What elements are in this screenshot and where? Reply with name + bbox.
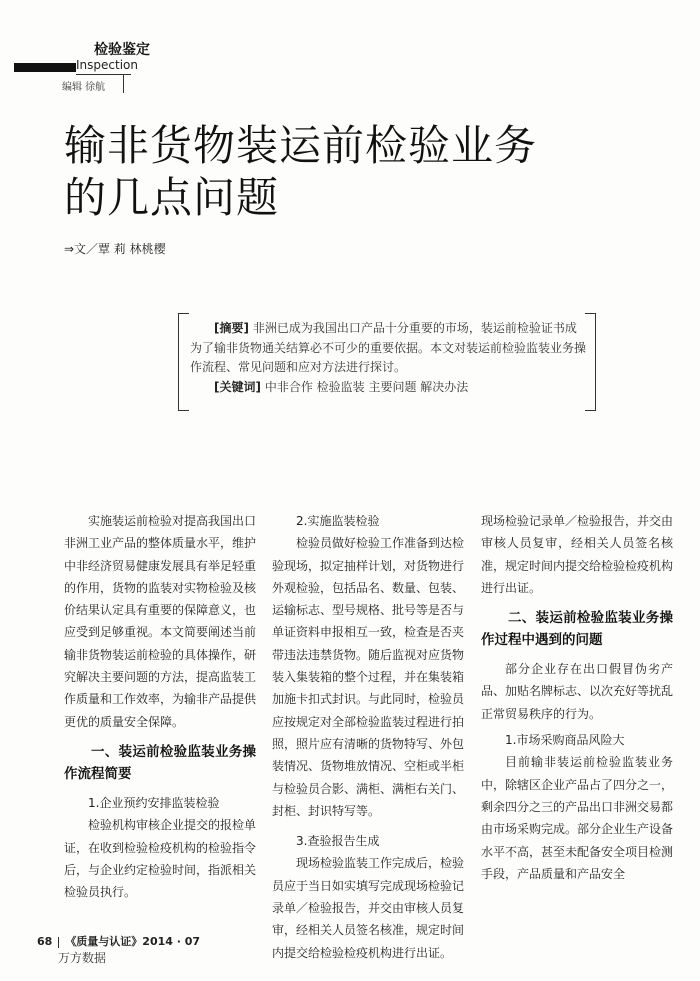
body-paragraph: 检验机构审核企业提交的报检单证，在收到检验检疫机构的检验指令后，与企业约定检验时间，指派相关检验员执行。 [64, 818, 257, 900]
column-2 [272, 510, 465, 960]
page-number: 68 [37, 935, 53, 948]
footer [37, 933, 200, 949]
abstract-paragraph [190, 319, 588, 378]
subheading-4: 1.市场采购商品风险大 [505, 733, 625, 748]
subheading-1: 1.企业预约安排监装检验 [88, 795, 220, 810]
section-label-en: Inspection [76, 58, 138, 72]
column-3 [481, 510, 673, 885]
column-1 [64, 510, 256, 903]
section-heading-2: 二、装运前检验监装业务操作过程中遇到的问题 [481, 610, 673, 649]
keywords-text: 中非合作 检验监装 主要问题 解决办法 [264, 379, 469, 394]
journal-name: 《质量与认证》2014 · 07 [65, 935, 201, 948]
body-paragraph: 现场检验监装工作完成后，检验员应于当日如实填写完成现场检验记录单／检验报告，并交由审核人员复审，经相关人员签名核准，规定时间内提交给检验检疫机构进行出证。 [272, 856, 465, 960]
body-paragraph: 检验员做好检验工作准备到达检验现场，拟定抽样计划，对货物进行外观检验，包括品名、数量、包装、运输标志、型号规格、批号等是否与单证资料申报相互一致，检查是否夹带违法违禁货物。随后监视对应货物装入集装箱的整个过程，并在集装箱加施卡扣式封识。与此同时，检验员应按规定对全部检验监装过程进行拍照，照片应有清晰的货物特写、外包装情况、货物堆放情况、空柜或半柜与检验员合影、满柜、满柜右关门、封柜、封识特写等。 [272, 536, 465, 818]
keywords-label: [关键词] [214, 379, 261, 394]
abstract-label: [摘要] [214, 321, 249, 335]
keywords-paragraph [190, 378, 588, 398]
section-bar [14, 63, 76, 72]
article-title [64, 120, 537, 224]
authors: ⇒文／覃 莉 林桃樱 [64, 242, 166, 256]
title-line-1: 输非货物装运前检验业务 [64, 121, 538, 170]
body-paragraph: 部分企业存在出口假冒伪劣产品、加贴名牌标志、以次充好等扰乱正常贸易秩序的行为。 [481, 662, 674, 721]
abstract-content [190, 319, 588, 397]
intro-paragraph: 实施装运前检验对提高我国出口非洲工业产品的整体质量水平，维护中非经济贸易健康发展具有举足轻重的作用，货物的监装对实物检验及核价结果认定具有重要的保障意义，也应受到足够重视。本文简要阐述当前输非货物装运前检验的具体操作，研究解决主要问题的方法，提高监装工作质量和工作效率，为输非产品提供更优的质量安全保障。 [64, 514, 257, 729]
body-paragraph: 目前输非装运前检验监装业务中，除辖区企业产品占了四分之一，剩余四分之三的产品出口非洲交易都由市场采购完成。部分企业生产设备水平不高，甚至未配备安全项目检测手段，产品质量和产品安全 [481, 755, 674, 881]
abstract-text: 非洲已成为我国出口产品十分重要的市场，装运前检验证书成为了输非货物通关结算必不可少的重要依据。本文对装运前检验监装业务操作流程、常见问题和应对方法进行探讨。 [190, 321, 587, 374]
watermark: 万方数据 [58, 951, 107, 965]
subheading-2: 2.实施监装检验 [296, 514, 380, 528]
abstract-box [178, 313, 596, 409]
header-vline [123, 74, 124, 93]
editor-credit: 编辑 徐航 [62, 82, 106, 93]
subheading-3: 3.查验报告生成 [296, 834, 380, 849]
abstract-bracket-left [178, 313, 189, 411]
body-paragraph-continued: 现场检验记录单／检验报告，并交由审核人员复审，经相关人员签名核准，规定时间内提交给检验检疫机构进行出证。 [481, 514, 674, 595]
title-line-2: 的几点问题 [64, 173, 280, 222]
footer-divider [58, 937, 59, 948]
section-label: 检验鉴定 [94, 42, 150, 58]
section-heading-1: 一、装运前检验监装业务操作流程简要 [64, 743, 256, 782]
